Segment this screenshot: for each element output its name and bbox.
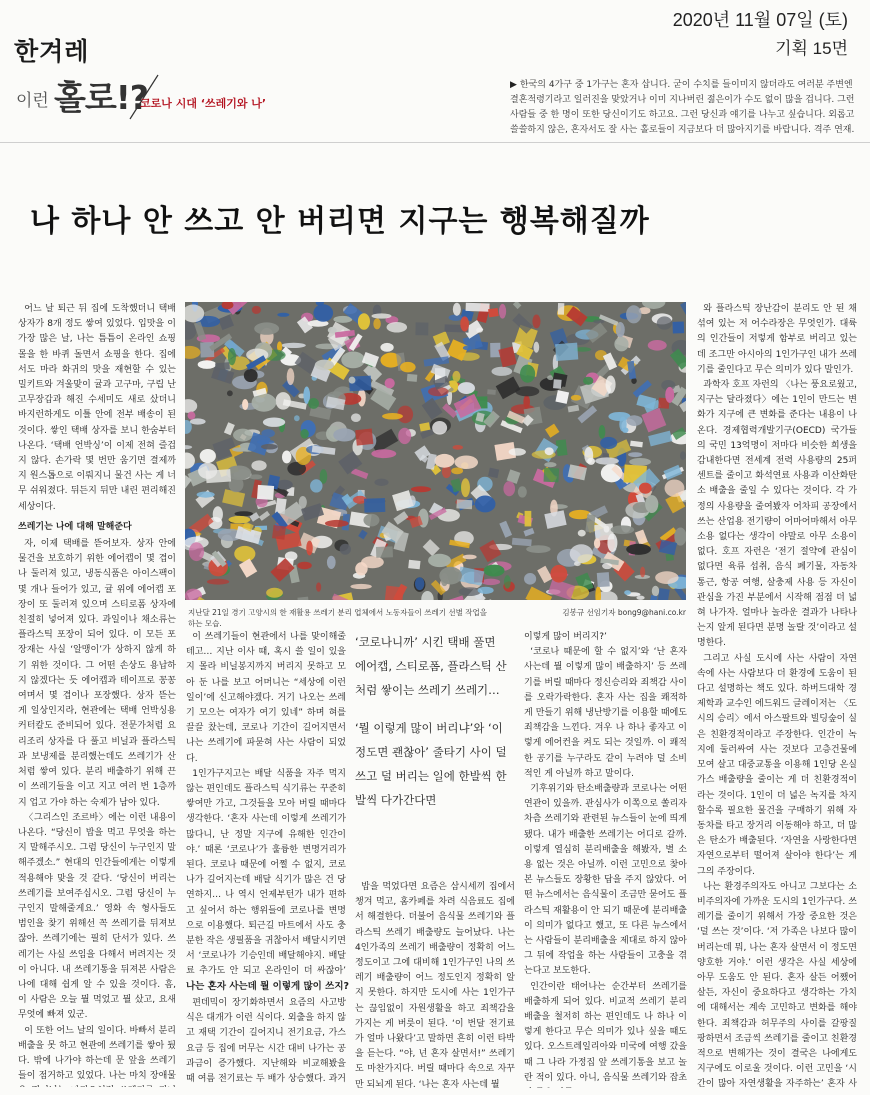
trash-fragment — [648, 431, 672, 447]
trash-fragment — [282, 451, 292, 464]
trash-fragment — [518, 486, 527, 497]
trash-fragment — [475, 496, 496, 513]
trash-fragment — [188, 412, 196, 420]
trash-fragment — [487, 389, 496, 395]
paragraph: 편데믹이 장기화하면서 요즘의 사고방식은 대개가 이런 식이다. 외출을 하지 않고 재택 기간이 길어지니 전기요금, 가스요금 등 집에 머무는 시간 대비 나가는 공과금이 증가했다. 지난해와 비교해봤을 때 여름 전기료는 두 배가 상승했다. 과거 — [186, 998, 346, 1085]
trash-fragment — [595, 457, 619, 464]
trash-fragment — [594, 538, 600, 548]
trash-fragment — [371, 449, 396, 458]
trash-fragment — [466, 303, 490, 312]
trash-fragment — [648, 340, 667, 351]
trash-fragment — [558, 303, 565, 315]
trash-fragment — [328, 327, 337, 334]
trash-fragment — [460, 316, 469, 331]
article-column-3 — [355, 880, 515, 1088]
trash-fragment — [355, 562, 367, 575]
trash-fragment — [233, 429, 253, 442]
trash-fragment — [503, 481, 515, 496]
trash-fragment — [300, 429, 308, 439]
trash-fragment — [229, 516, 251, 523]
trash-fragment — [658, 588, 670, 600]
trash-fragment — [408, 560, 420, 570]
trash-fragment — [524, 573, 536, 585]
trash-fragment — [252, 306, 261, 314]
trash-fragment — [272, 525, 286, 540]
trash-fragment — [266, 588, 283, 598]
trash-fragment — [672, 322, 684, 334]
trash-fragment — [641, 408, 666, 433]
paragraph: 어느 날 퇴근 뒤 집에 도착했더니 택배 상자가 8개 정도 쌓여 있었다. 입맛을 이 가장 많은 날, 나는 틈틈이 온라인 쇼핑몰을 한 바퀴 돌면서 쇼핑을 한다. 집에서도 마라 화귀의 맛을 재현할 수 있는 밀키트와 겨울맞이 귤과 고구마, 구립 난 고무장갑과 해진 수세미도 새로 샀더니 바지런하게도 이틀 안에 전부 배송이 된 것이다. 쌓인 택배 상자를 보니 한숨부터 나온다. ‘택배 언박싱’이 이제 전혀 즐겁지 않다. 손가락 몇 번만 움기면 결제까지 원스톱으로 이뤄지니 물건 사는 게 너무 쉬워졌다. 뒤든지 뒤만 내린 편리해진 세상이다. — [18, 304, 176, 512]
trash-fragment — [607, 533, 617, 552]
trash-fragment — [316, 582, 321, 591]
trash-fragment — [544, 510, 566, 529]
garbage-pile-photo — [185, 302, 686, 600]
trash-fragment — [525, 511, 532, 527]
paragraph: 1인가구지고는 배달 식품을 자주 먹지 않는 편인데도 플라스틱 식기류는 꾸준히 쌓여만 가고, 그것들을 모아 버릴 때마다 생각한다. ‘혼자 사는데 이렇게 쓰레기가 많다니, 난 정말 지구에 유해한 인간이야.’ 때론 ‘코로나’가 훌륭한 변명거리가 된다. 코로나 때문에 어쩔 수 없지, 코로나가 길어지는데 배달 식기가 많은 건 당연하지… 나 역시 언제부턴가 내가 편하고 싶어서 하는 행위들에 코로나를 변명으로 이용했다. 퇴근길 마트에서 사도 충분한 작은 생필품을 귀찮아서 배달시키면서 ‘코로나가 기승인데 배달해야지. 배달료 추가도 안 되고 온라인이 더 싸잖아’ — [186, 768, 346, 975]
trash-fragment — [537, 566, 552, 583]
trash-fragment — [639, 483, 652, 494]
pull-quote: ‘코로나니까’ 시킨 택배 풀면 에어캡, 스티로폼, 플라스틱 산처럼 쌓이는 쓰레기 쓰레기… — [355, 635, 507, 697]
trash-fragment — [373, 318, 380, 329]
trash-fragment — [628, 452, 642, 457]
page-label: 기획 15면 — [775, 39, 848, 58]
trash-fragment — [355, 428, 373, 445]
trash-fragment — [509, 448, 526, 456]
paragraph: 자, 이제 택배를 뜯어보자. 상자 안에 물건을 보호하기 위한 에어캡이 몇 겹이나 둘러져 있고, 냉동식품은 아이스팩이 몇 개나 들어가 있고, 귤 위에 에어캡 포장이 또 둘러져 있으며 스티로폼 상자에 친절히 넣어져 있다. 과일이나 채소류는 플라스틱 포장이 되어 있다. 이 모든 포장재는 사실 ‘알맹이’가 상하지 않게 하기 위한 것이다. 그 어떤 손상도 용납하지 않겠다는 듯 에어캡과 테이프로 꽁꽁 여며서 몇 겹이나 포장했다. 상자 뜯는 게 일상인지라, 현관에는 택배 언박싱용 커터칼도 준비되어 있다. 전문가처럼 요리조리 상자를 다 풀고 비닐과 플라스틱과 보냉제를 분리했는데도 쓰레기가 산처럼 쌓여 있다. 분리 배출하기 위해 끈이 쓰레기들을 이고 지고 여러 번 1층까지 업고 가야 하는 숙제가 남아 있다. — [18, 539, 176, 808]
trash-fragment — [454, 456, 478, 470]
trash-fragment — [411, 486, 431, 492]
trash-fragment — [606, 376, 616, 394]
trash-fragment — [523, 528, 534, 537]
trash-fragment — [452, 371, 460, 382]
trash-fragment — [200, 449, 216, 463]
trash-fragment — [428, 554, 451, 567]
paragraph: 〈그리스인 조르바〉에는 이런 내용이 나온다. “당신이 밥을 먹고 무엇을 하는지 말해주시오. 그럼 당신이 누구인지 말해주겠소.” 현대의 인간들에게는 이렇게 적용해야 맞을 것 같다. ‘당신이 버리는 쓰레기를 보여주십시오. 그럼 당신이 누구인지 말해줄게요.’ 영화 속 형사들도 범인을 찾기 위해선 꼭 쓰레기를 뒤져보잖아. 쓰레기에는 필히 단서가 있다. 쓰레기는 사실 쓰임을 다해서 버려지는 것이 아니다. 내 쓰레기통을 뒤져본 사람은 나에 대해 쉽게 알 수 있을 것이다. 흠, 이 사람은 오늘 뭘 먹었고 뭘 샀고, 요새 무엇에 빠져 있군. — [18, 812, 176, 1021]
trash-fragment — [398, 428, 411, 444]
trash-fragment — [451, 467, 463, 474]
trash-fragment — [645, 495, 658, 513]
trash-fragment — [244, 369, 258, 382]
trash-fragment — [484, 565, 505, 577]
article-column-2b — [186, 996, 346, 1088]
newspaper-logo: 한겨레 — [14, 37, 90, 66]
trash-fragment — [544, 462, 556, 467]
trash-fragment — [400, 362, 416, 372]
trash-fragment — [362, 352, 379, 367]
trash-fragment — [570, 544, 593, 563]
trash-fragment — [629, 458, 651, 466]
trash-fragment — [555, 343, 578, 361]
trash-fragment — [351, 413, 361, 422]
trash-fragment — [234, 546, 255, 562]
trash-fragment — [185, 445, 192, 449]
paragraph: ‘코로나 때문에 할 수 없지’와 ‘난 혼자 사는데 뭘 이렇게 많이 배출하지’ 등 쓰레기를 버릴 때마다 정신승리와 죄책감 사이를 오락가락한다. 혼자 사는 집을 쾌적하게 만들기 위해 냉난방기를 이용할 때에도 죄책감을 느낀다. 겨우 나 하나 좋자고 이렇게 에어컨을 켜도 되는 것일까. 이 쾌적한 공기를 누구라도 같이 누려야 덜 소비적인 게 아닐까 하고 말이다. — [524, 647, 687, 779]
trash-fragment — [287, 368, 295, 385]
subheading: 나는 혼자 사는데 뭘 이렇게 많이 쓰지? — [186, 981, 350, 992]
trash-fragment — [306, 541, 313, 556]
trash-fragment — [213, 506, 223, 522]
trash-fragment — [665, 479, 685, 496]
trash-fragment — [526, 545, 550, 553]
photo-caption: 지난달 21일 경기 고양시의 한 재활용 쓰레기 분리 업체에서 노동자들이 쓰레기 선별 작업을 하는 모습. — [188, 608, 487, 628]
paragraph: 과학자 호프 자런의 〈나는 풍요로웠고, 지구는 달라졌다〉에는 1인이 만드는 변화가 지구에 큰 변화를 준다는 내용이 나온다. 경제협력개발기구(OECD) 국가들의 국민 13억명이 저마다 비슷한 희생을 감내한다면 전세계 전력 사용량의 25퍼센트를 줄이고 화석연료 사용과 이산화탄소 배출을 줄일 수 있다는 것이다. 각 가정의 사용량을 줄여봤자 어차피 공장에서 쓰는 산업용 전기량이 어마어마해서 아무 소용 없다는 생각이 야말로 아무 소용이 없다. 호프 자런은 ‘전기 절약에 관심이 없다면 육류 섭취, 음식 폐기물, 자동차 통근, 항공 여행, 살충제 사용 등 자신이 관심을 가진 부분에서 시작해 점점 더 넓혀 나가자. 얼마나 놀라운 결과가 나타나는지 알게 된다면 분명 놀랄 것’이라고 설명한다. — [697, 380, 857, 649]
trash-fragment — [197, 491, 215, 497]
trash-fragment — [385, 378, 395, 388]
trash-fragment — [657, 316, 672, 329]
trash-fragment — [333, 428, 355, 441]
trash-fragment — [198, 360, 216, 369]
trash-fragment — [568, 405, 580, 413]
trash-fragment — [415, 322, 428, 335]
trash-fragment — [382, 413, 403, 420]
trash-fragment — [409, 495, 416, 506]
trash-fragment — [207, 579, 229, 585]
trash-fragment — [254, 322, 279, 334]
paragraph: 밥을 먹었다면 요즘은 삼시세끼 집에서 챙겨 먹고, 홈카페를 차려 식음료도 집에서 해결한다. 더불어 음식물 쓰레기와 플라스틱 쓰레기 배출량도 늘어났다. 나는 4인가족의 쓰레기 배출량이 정확히 어느 정도이고 그에 대비해 1인가구인 나의 쓰레기 배출량이 어느 정도인지 정확히 알지 못한다. 하지만 도시에 사는 1인가구는 끊임없이 자원생활을 하고 죄책감을 가지는 게 버릇이 된다. ‘이 번달 전기료가 얼마 나왔다’고 말하면 흔히 이런 타박을 듣는다. “야, 넌 혼자 살면서!” 쓰레기도 마찬가지다. 버릴 때마다 속으로 자꾸만 되뇌게 된다. ‘나는 혼자 사는데 뭘 — [355, 882, 515, 1088]
trash-fragment — [545, 424, 559, 438]
trash-texture — [185, 302, 686, 600]
trash-fragment — [478, 587, 494, 594]
trash-fragment — [499, 521, 512, 538]
trash-fragment — [232, 447, 248, 451]
trash-fragment — [308, 398, 319, 409]
trash-fragment — [680, 451, 686, 460]
trash-fragment — [459, 587, 481, 596]
trash-fragment — [626, 305, 641, 323]
trash-fragment — [452, 445, 463, 450]
trash-fragment — [376, 546, 393, 557]
trash-fragment — [363, 514, 379, 527]
trash-fragment — [604, 526, 610, 533]
trash-fragment — [544, 468, 560, 483]
trash-fragment — [358, 530, 367, 540]
trash-fragment — [285, 551, 298, 560]
paragraph: 인간이란 태어나는 순간부터 쓰레기를 배출하게 되어 있다. 비교적 쓰레기 분리배출을 철저히 하는 편인데도 나 하나 이렇게 한다고 무슨 의미가 있나 싶을 때도 있다. 오스트레일리아와 미국에 여행 갔을 때 그 나라 가정집 앞 쓰레기통을 보고 놀란 적이 있다. 아니, 음식물 쓰레기와 잡초 — [524, 981, 687, 1083]
trash-fragment — [327, 556, 336, 569]
article-column-5 — [697, 302, 857, 1088]
trash-fragment — [242, 399, 248, 410]
trash-fragment — [206, 469, 231, 483]
header-divider — [0, 142, 870, 143]
trash-fragment — [488, 468, 499, 479]
paragraph: 이 또한 어느 날의 일이다. 바빠서 분리배출을 못 하고 현관에 쓰레기를 쌓아 뒀다. 밖에 나가야 하는데 문 앞을 쓰레기들이 점거하고 있었다. 나는 마치 장애물 — [18, 1025, 176, 1082]
trash-fragment — [532, 315, 540, 329]
subheading: 쓰레기는 나에 대해 말해준다 — [18, 521, 132, 532]
article-column-1 — [18, 302, 176, 1087]
pull-quotes — [355, 630, 510, 826]
trash-fragment — [251, 460, 266, 470]
trash-fragment — [456, 499, 472, 509]
trash-fragment — [227, 390, 233, 396]
trash-fragment — [380, 343, 393, 352]
trash-fragment — [387, 322, 407, 332]
trash-fragment — [313, 304, 333, 322]
trash-fragment — [432, 421, 447, 435]
series-intro — [510, 78, 860, 138]
trash-fragment — [294, 415, 300, 421]
trash-fragment — [513, 302, 522, 309]
trash-fragment — [297, 562, 311, 570]
trash-fragment — [461, 478, 470, 497]
trash-fragment — [224, 422, 235, 435]
trash-fragment — [341, 352, 365, 369]
trash-fragment — [571, 395, 581, 401]
trash-fragment — [371, 313, 391, 318]
trash-fragment — [310, 479, 322, 492]
trash-fragment — [349, 377, 356, 384]
trash-fragment — [185, 399, 197, 413]
trash-fragment — [358, 313, 370, 330]
trash-fragment — [277, 313, 289, 317]
trash-fragment — [364, 498, 385, 513]
pull-quote: ‘뭘 이렇게 많이 버리냐’와 ‘이 정도면 괜찮아’ 줄타기 사이 덜 쓰고 덜 버리는 일에 한발씩 한발씩 다가간다면 — [355, 721, 507, 807]
trash-fragment — [235, 511, 253, 516]
trash-fragment — [599, 425, 606, 439]
trash-fragment — [439, 567, 462, 585]
trash-fragment — [626, 415, 642, 426]
trash-fragment — [215, 362, 230, 370]
article-column-2 — [186, 630, 346, 975]
trash-fragment — [463, 555, 477, 560]
trash-fragment — [534, 342, 540, 353]
trash-fragment — [340, 544, 351, 555]
series-title-small: 이런 — [16, 91, 49, 111]
trash-fragment — [626, 544, 651, 555]
trash-fragment — [550, 565, 567, 583]
trash-fragment — [350, 584, 371, 589]
trash-fragment — [257, 440, 274, 445]
article-column-4 — [524, 630, 687, 1088]
trash-fragment — [602, 563, 612, 569]
trash-fragment — [555, 390, 569, 404]
trash-fragment — [325, 520, 349, 527]
trash-fragment — [515, 386, 539, 396]
trash-fragment — [491, 367, 512, 376]
trash-fragment — [189, 542, 204, 561]
trash-fragment — [259, 511, 270, 521]
trash-fragment — [481, 579, 500, 586]
paragraph: 기후위기와 탄소배출량과 코로나는 어떤 연관이 있을까. 관심사가 이쪽으로 쏠리자 차츰 쓰레기와 관련된 뉴스들이 눈에 띄게 됐다. 내가 배출한 쓰레기는 어디로 갈까. 이렇게 열심히 분리배출을 해봤자, 별 소용 없는 것은 아닐까. 이런 고민으로 찾아본 뉴스들도 장황한 답을 주지 않았다. 어떤 뉴스에서는 음식물이 조금만 묻어도 플라스틱 재활용이 안 되기 때문에 분리배출이 의미가 없다고 했고, 또 다른 뉴스에서는 사람들이 분리배출을 제대로 하지 않아 그 뒤에 작업을 하는 사람들이 고충을 겪는다고 보도한다. — [524, 784, 687, 977]
trash-fragment — [624, 590, 631, 595]
trash-fragment — [453, 303, 461, 316]
photo-credit: 김봉규 선임기자 bong9@hani.co.kr — [562, 608, 686, 617]
trash-fragment — [449, 596, 467, 600]
paragraph: 이렇게 많이 버리지?’ — [524, 632, 607, 642]
intro-text: 한국의 4가구 중 1가구는 혼자 삽니다. 굳이 수치를 들이미지 않더라도 여러분 주변엔 결혼적령기라고 일러진을 맞았거나 이미 지나버린 젊은이가 수도 없이 많을 겁니다. 그런 사람들 중 한 명이 또한 당신이기도 하고요. 그런 당신과 얘기를 나누고 싶습니다. 외롭고 쓸쓸하지 않은, 혼자서도 잘 사는 홀로들이 지금보다 더 많아지기를 바랍니다. 격주 연재. — [510, 80, 855, 135]
intro-marker-icon: ▶ — [510, 80, 517, 90]
trash-fragment — [423, 539, 440, 556]
trash-fragment — [630, 441, 643, 448]
paragraph: 그리고 사실 도시에 사는 사람이 자연 속에 사는 사람보다 더 환경에 도움이 된다고 설명하는 책도 있다. 하버드대학 경제학과 교수인 에드워드 글레이저는 〈도시의 승리〉에서 아스팔트와 빌딩숲이 실은 친환경적이라고 주장한다. 인간이 녹지에 둘러싸여 사는 것보다 고층건물에 모여 살고 대중교통을 이용해 1인당 온실가스 배출량을 줄이는 게 더 친환경적이라는 것이다. 1인이 더 넓은 녹지를 차지할수록 필요한 물건을 구매하기 위해 자동차를 타고 장거리 이동해야 하고, 더 많은 탄소가 배출된다. ‘자연을 사랑한다면 자연으로부터 떨어져 살아야 한다’는 게 그의 주장이다. — [697, 653, 857, 877]
trash-fragment — [257, 485, 274, 500]
trash-fragment — [488, 308, 499, 317]
trash-fragment — [261, 444, 278, 450]
trash-fragment — [597, 572, 610, 587]
trash-fragment — [523, 395, 530, 409]
headline: 나 하나 안 쓰고 안 버리면 지구는 행복해질까 — [30, 204, 650, 239]
trash-fragment — [393, 511, 408, 525]
series-subtitle: 코로나 시대 ‘쓰레기와 나’ — [140, 97, 267, 110]
trash-fragment — [374, 479, 388, 486]
trash-fragment — [297, 597, 309, 600]
trash-fragment — [407, 374, 417, 382]
issue-date: 2020년 11월 07일 (토) — [672, 10, 848, 30]
trash-fragment — [583, 377, 593, 385]
trash-fragment — [578, 530, 586, 537]
trash-fragment — [520, 365, 535, 383]
trash-fragment — [640, 567, 645, 578]
trash-fragment — [421, 591, 433, 600]
trash-fragment — [636, 394, 656, 409]
trash-fragment — [479, 540, 501, 562]
trash-fragment — [504, 575, 511, 588]
trash-fragment — [545, 447, 554, 455]
trash-fragment — [600, 437, 617, 449]
trash-fragment — [499, 304, 506, 319]
trash-fragment — [553, 379, 562, 389]
trash-fragment — [463, 346, 472, 351]
paragraph: 와 플라스틱 장난감이 분리도 안 된 채 섞여 있는 저 어수라장은 무엇인가. 대륙의 인간들이 저렇게 함부로 버리고 있는데 조그만 아시아의 1인가구인 내가 쓰레기를 줄인다고 무슨 의미가 있다 말인가. — [697, 304, 857, 375]
trash-fragment — [496, 376, 521, 399]
trash-fragment — [415, 577, 425, 590]
trash-fragment — [185, 346, 200, 359]
trash-fragment — [636, 596, 644, 600]
trash-fragment — [512, 538, 532, 547]
trash-fragment — [584, 447, 593, 464]
paragraph: 나는 환경주의자도 아니고 그보다는 소비주의자에 가까운 도시의 1인가구다. 쓰레기를 줄이기 위해서 가장 중요한 것은 ‘덜 쓰는 것’이다. ‘저 가족은 나보다 많이 버리는데 뭐, 나는 혼자 살면서 이 정도면 양호한 거야.’ 이런 생각은 사실 세상에 아무 도움도 안 된다. 혼자 살든 어쨌어 살든, 자신이 중요하다고 생각하는 가치에 대해서는 계속 고민하고 변화를 해야 한다. 죄책감과 허무주의 사이를 갈팡질팡하면서 조금씩 쓰레기를 줄이고 친환경적으로 변해가는 것이 결국은 나에게도 지구에도 이로울 것이다. 이런 고민을 ‘시간이 많아 자연생활을 자주하는’ 혼자 사 — [697, 881, 857, 1088]
paragraph: 이 쓰레기들이 현관에서 나를 맞이해줄 테고… 지난 이사 때, 혹시 쓸 일이 있을지 몰라 비닐봉지까지 버리지 못하고 모아 둔 나를 보고 어머니는 “세상에 이런 일이’에 신고해야겠다. 거기 나오는 쓰레기 모으는 여자가 여기 있네” 하며 혀를 끌끌 찼는데, 코로나 기간이 길어지면서 나는 쓰레기에 파묻혀 사는 사람이 되었다. — [186, 632, 346, 764]
trash-fragment — [487, 599, 504, 600]
trash-fragment — [593, 319, 604, 323]
trash-fragment — [659, 540, 677, 556]
trash-fragment — [315, 360, 334, 371]
trash-fragment — [249, 474, 262, 479]
trash-fragment — [261, 429, 275, 437]
trash-fragment — [614, 337, 628, 351]
series-title: 홀로!? — [54, 78, 148, 117]
trash-fragment — [434, 454, 454, 468]
trash-fragment — [611, 525, 635, 534]
trash-fragment — [655, 571, 678, 584]
trash-fragment — [680, 302, 686, 317]
trash-fragment — [652, 586, 659, 597]
trash-fragment — [263, 418, 285, 427]
trash-fragment — [458, 382, 475, 394]
